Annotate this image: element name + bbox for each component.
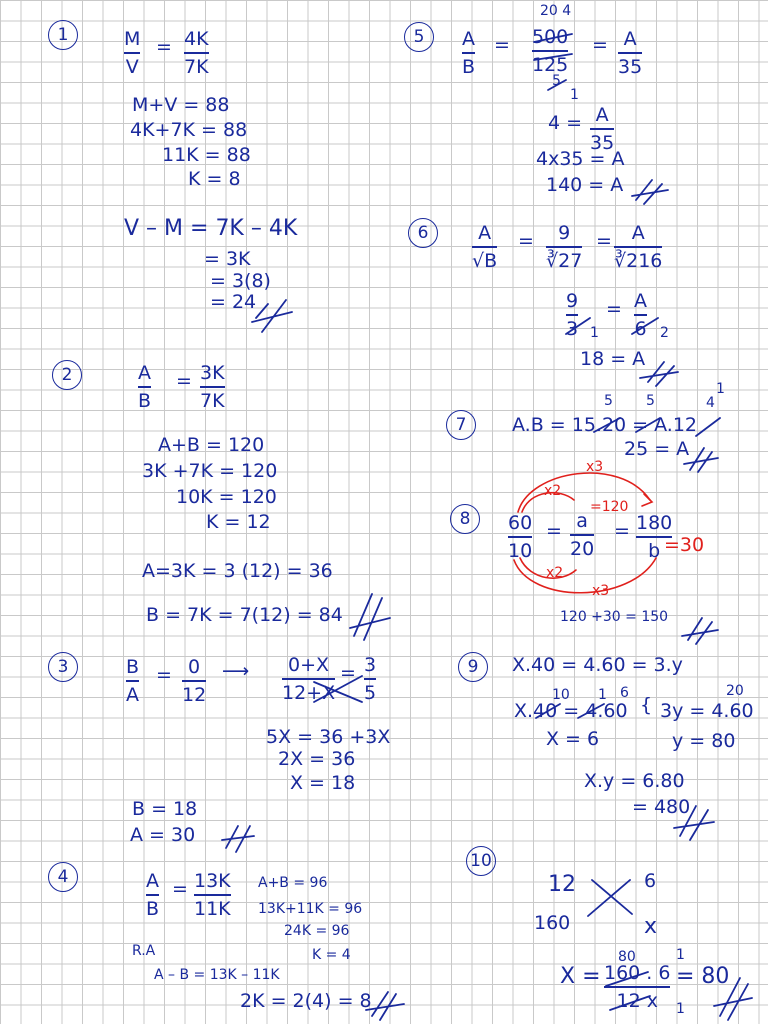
- line-text: X.40 = 4.60: [514, 700, 628, 722]
- fraction-top: A: [138, 362, 152, 384]
- cross-multiply-mark: [588, 880, 632, 916]
- cancel-strike: [536, 704, 604, 718]
- fraction-bottom: 5: [364, 681, 377, 704]
- fraction-top: M: [124, 28, 141, 50]
- multiplier-annotation: x3: [586, 459, 604, 475]
- line-text: 24K = 96: [284, 923, 350, 939]
- answer-check-mark: [714, 978, 752, 1020]
- answer-check-mark: [682, 618, 718, 644]
- fraction-top: 9: [558, 222, 571, 244]
- cancel-strike: [606, 972, 650, 1010]
- cancel-note: 5: [604, 393, 613, 409]
- b-value-annotation: =30: [664, 534, 705, 556]
- line-text: A=3K = 3 (12) = 36: [142, 560, 333, 582]
- answer-check-mark: [350, 594, 390, 640]
- line-text: K = 8: [188, 168, 241, 190]
- fraction-bottom: 20: [570, 537, 595, 560]
- fraction-top: 3: [364, 654, 377, 676]
- red-arc: [520, 558, 576, 581]
- fraction-top: 0: [188, 656, 201, 678]
- line-text: y = 80: [672, 730, 736, 752]
- cancel-note: 6: [620, 685, 629, 701]
- cancel-note: 20 4: [540, 3, 572, 19]
- line-text: 4 =: [548, 112, 583, 134]
- red-arc: [514, 558, 656, 593]
- fraction-bottom: 35: [618, 55, 643, 78]
- line-text: 3y = 4.60: [660, 700, 754, 722]
- fraction-top: 0+X: [288, 654, 330, 676]
- final-answer: = 480: [632, 796, 691, 818]
- fraction-bottom: b: [648, 539, 661, 562]
- cancel-note: 5: [552, 73, 561, 89]
- fraction-top: B: [126, 656, 140, 678]
- fraction-top: 500: [532, 26, 569, 48]
- problem-number-10: 10: [466, 846, 496, 876]
- line-text: = 3(8): [210, 270, 271, 292]
- fraction-bottom: B: [138, 389, 152, 412]
- line-text: 13K+11K = 96: [258, 901, 363, 917]
- fraction-bottom: ∛216: [614, 249, 663, 272]
- cancel-note: 5: [646, 393, 655, 409]
- final-answer: = 80: [676, 964, 730, 989]
- fraction-bottom: ∛27: [546, 249, 583, 272]
- fraction-bottom: 12+X: [282, 681, 336, 704]
- line-text: 11K = 88: [162, 144, 251, 166]
- final-answer: A = 30: [130, 824, 196, 846]
- line-text: X =: [560, 964, 601, 989]
- cancel-strike: [566, 318, 658, 334]
- line-text: B = 18: [132, 798, 198, 820]
- equals-sign: =: [176, 370, 192, 392]
- fraction-top: 60: [508, 512, 533, 534]
- equals-sign: =: [518, 230, 534, 252]
- problem-number-1: 1: [48, 20, 78, 50]
- fraction-top: A: [595, 104, 609, 126]
- cancel-note: 1: [570, 87, 579, 103]
- answer-check-mark: [684, 448, 718, 472]
- line-text: M+V = 88: [132, 94, 230, 116]
- line-text: A+B = 120: [158, 434, 265, 456]
- equals-sign: =: [156, 36, 172, 58]
- cross-bottom-left: 160: [534, 912, 571, 934]
- fraction-bottom: B: [146, 897, 160, 920]
- equals-sign: =: [340, 662, 356, 684]
- line-text: A – B = 13K – 11K: [154, 967, 280, 983]
- equals-sign: =: [546, 520, 562, 542]
- line-text: X.40 = 4.60 = 3.y: [512, 654, 683, 676]
- cancel-note: 80: [618, 949, 636, 965]
- cancel-note: 1: [716, 381, 725, 397]
- line-text: 4x35 = A: [536, 148, 625, 170]
- fraction-bottom: 35: [590, 131, 615, 154]
- fraction-top: A: [146, 870, 160, 892]
- fraction-bottom: 11K: [194, 897, 231, 920]
- fraction-bottom: 3: [566, 317, 579, 340]
- line-text: R.A: [132, 943, 156, 959]
- final-answer: 120 +30 = 150: [560, 609, 669, 625]
- cancel-note: 4: [706, 395, 715, 411]
- implies-arrow: ⟶: [222, 660, 250, 682]
- fraction-bottom: 7K: [184, 55, 209, 78]
- fraction-bottom: 125: [532, 53, 569, 76]
- line-text: A+B = 96: [258, 875, 328, 891]
- final-answer: 25 = A: [624, 438, 690, 460]
- equals-sign: =: [592, 34, 608, 56]
- problem-number-6: 6: [408, 218, 438, 248]
- final-answer: B = 7K = 7(12) = 84: [146, 604, 343, 626]
- cancel-strike: [594, 418, 720, 436]
- cancel-note: 1: [676, 947, 685, 963]
- problem-number-7: 7: [446, 410, 476, 440]
- line-text: 10K = 120: [176, 486, 277, 508]
- multiplier-annotation: x3: [592, 583, 610, 599]
- problem-number-4: 4: [48, 862, 78, 892]
- fraction-top: a: [576, 510, 588, 532]
- cancel-note: 20: [726, 683, 744, 699]
- cross-bottom-right: x: [644, 914, 658, 939]
- answer-check-mark: [222, 826, 254, 852]
- line-text: A.B = 15.20 = A.12: [512, 414, 698, 436]
- line-text: 4K+7K = 88: [130, 119, 248, 141]
- answer-check-mark: [366, 992, 404, 1020]
- line-text: = 3K: [204, 248, 251, 270]
- fraction-bottom: 12 x: [616, 989, 658, 1012]
- red-arc: [518, 473, 650, 515]
- fraction-top: A: [631, 222, 645, 244]
- cross-multiply-mark: [314, 676, 362, 702]
- red-arc: [522, 493, 574, 512]
- cancel-strike: [534, 34, 572, 90]
- problem-number-9: 9: [458, 652, 488, 682]
- line-text: X.y = 6.80: [584, 770, 685, 792]
- fraction-top: 9: [566, 290, 579, 312]
- fraction-bottom: 10: [508, 539, 533, 562]
- cancel-note: 1: [676, 1001, 685, 1017]
- line-text: 5X = 36 +3X: [266, 726, 391, 748]
- problem-number-2: 2: [52, 360, 82, 390]
- cross-top-left: 12: [548, 872, 576, 897]
- equals-sign: =: [172, 878, 188, 900]
- fraction-bottom: 6: [634, 317, 647, 340]
- cancel-note: 2: [660, 325, 669, 341]
- final-answer: = 24: [210, 291, 257, 313]
- cross-top-right: 6: [644, 870, 657, 892]
- cancel-note: 10: [552, 687, 570, 703]
- fraction-top: 13K: [194, 870, 231, 892]
- multiplier-annotation: x2: [546, 565, 564, 581]
- answer-check-mark: [252, 300, 292, 332]
- equals-sign: =: [156, 664, 172, 686]
- problem-number-3: 3: [48, 652, 78, 682]
- equals-sign: =: [614, 520, 630, 542]
- answer-check-mark: [632, 180, 668, 204]
- final-answer: 18 = A: [580, 348, 646, 370]
- line-text: 2X = 36: [278, 748, 356, 770]
- fraction-bottom: 12: [182, 683, 207, 706]
- fraction-bottom: 7K: [200, 389, 225, 412]
- fraction-top: A: [462, 28, 476, 50]
- line-text: 3K +7K = 120: [142, 460, 278, 482]
- fraction-top: 3K: [200, 362, 225, 384]
- cancel-note: 1: [598, 687, 607, 703]
- brace: {: [640, 694, 653, 716]
- final-answer: 2K = 2(4) = 8: [240, 990, 372, 1012]
- a-value-annotation: =120: [590, 499, 629, 515]
- equals-sign: =: [606, 298, 622, 320]
- fraction-bottom: B: [462, 55, 476, 78]
- line-text: V – M = 7K – 4K: [124, 216, 298, 241]
- fraction-top: A: [634, 290, 647, 312]
- final-answer: 140 = A: [546, 174, 624, 196]
- line-text: X = 18: [290, 772, 356, 794]
- multiplier-annotation: x2: [544, 483, 562, 499]
- fraction-bottom: √B: [472, 249, 498, 272]
- equals-sign: =: [494, 34, 510, 56]
- fraction-bottom: V: [125, 55, 139, 78]
- line-text: K = 12: [206, 511, 271, 533]
- fraction-top: 180: [636, 512, 673, 534]
- answer-check-mark: [640, 362, 678, 386]
- line-text: X = 6: [546, 728, 600, 750]
- cancel-note: 1: [590, 325, 599, 341]
- fraction-top: 4K: [184, 28, 209, 50]
- problem-number-5: 5: [404, 22, 434, 52]
- fraction-top: 160 . 6: [604, 962, 671, 984]
- line-text: K = 4: [312, 947, 351, 963]
- fraction-top: A: [623, 28, 637, 50]
- equals-sign: =: [596, 230, 612, 252]
- fraction-bottom: A: [126, 683, 140, 706]
- problem-number-8: 8: [450, 504, 480, 534]
- answer-check-mark: [674, 806, 714, 840]
- fraction-top: A: [478, 222, 492, 244]
